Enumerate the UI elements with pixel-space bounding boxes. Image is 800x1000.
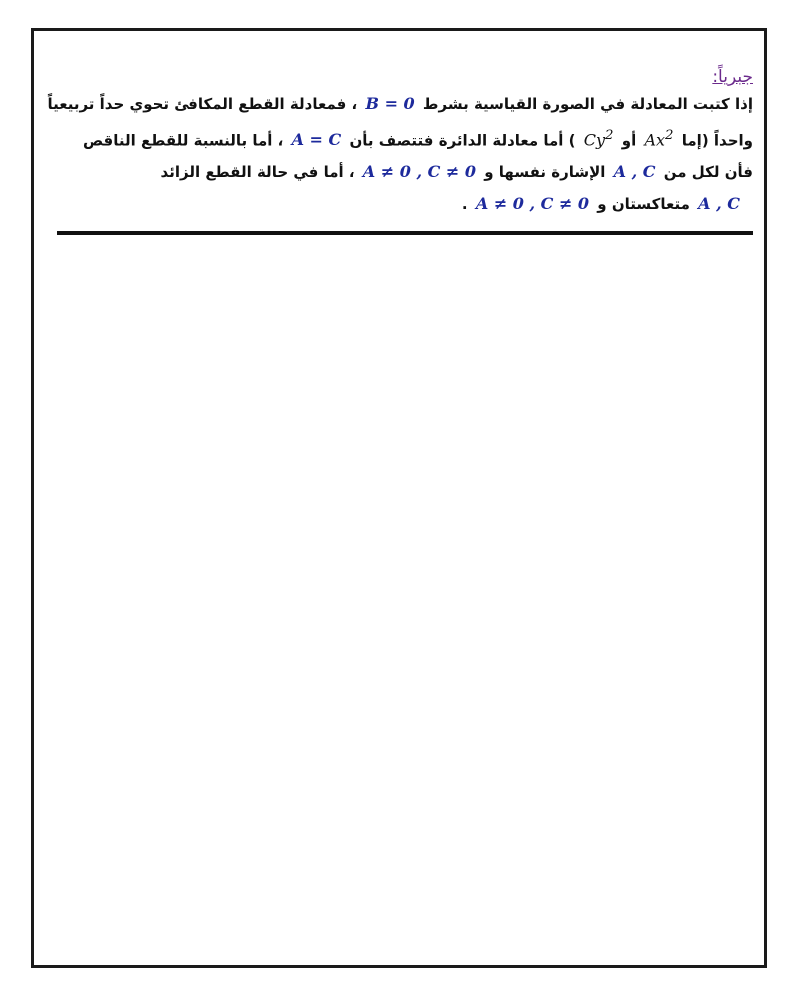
math-term: Cy <box>583 130 606 150</box>
math-expression <box>581 120 617 155</box>
math-expression: A ≠ 0 , C ≠ 0 <box>362 162 477 182</box>
text-segment: ، أما في حالة القطع الزائد <box>160 163 355 182</box>
math-expression: A ≠ 0 , C ≠ 0 <box>475 194 590 214</box>
paragraph-line-1 <box>47 88 753 120</box>
text-segment: ، أما بالنسبة للقطع الناقص <box>82 131 284 150</box>
math-expression: A , C <box>698 194 740 214</box>
exponent: 2 <box>605 128 614 143</box>
document-body <box>47 66 753 220</box>
text-segment: إذا كتبت المعادلة في الصورة القياسية بشرط <box>422 95 753 113</box>
text-segment: ) أما معادلة الدائرة فتتصف بأن <box>349 131 576 150</box>
paragraph-line-3 <box>57 156 753 188</box>
text-segment: . <box>461 195 468 214</box>
math-expression: B = 0 <box>365 94 415 113</box>
math-term: Ax <box>644 130 666 150</box>
text-segment: متعاكستان و <box>597 195 690 214</box>
text-segment: الإشارة نفسها و <box>484 163 606 182</box>
exponent: 2 <box>665 128 674 143</box>
paragraph-line-2 <box>57 120 753 156</box>
text-segment: واحداً (إما <box>681 131 753 150</box>
horizontal-divider <box>57 231 753 235</box>
paragraph-line-4 <box>57 188 753 220</box>
math-expression: A , C <box>613 162 656 182</box>
text-segment: ، فمعادلة القطع المكافئ تحوي حداً تربيعياً <box>47 95 358 113</box>
math-expression <box>641 120 676 155</box>
text-segment: أو <box>621 131 637 150</box>
math-expression: A = C <box>291 130 342 150</box>
text-segment: فأن لكل من <box>663 163 753 182</box>
section-heading: جبرياً: <box>712 67 753 87</box>
